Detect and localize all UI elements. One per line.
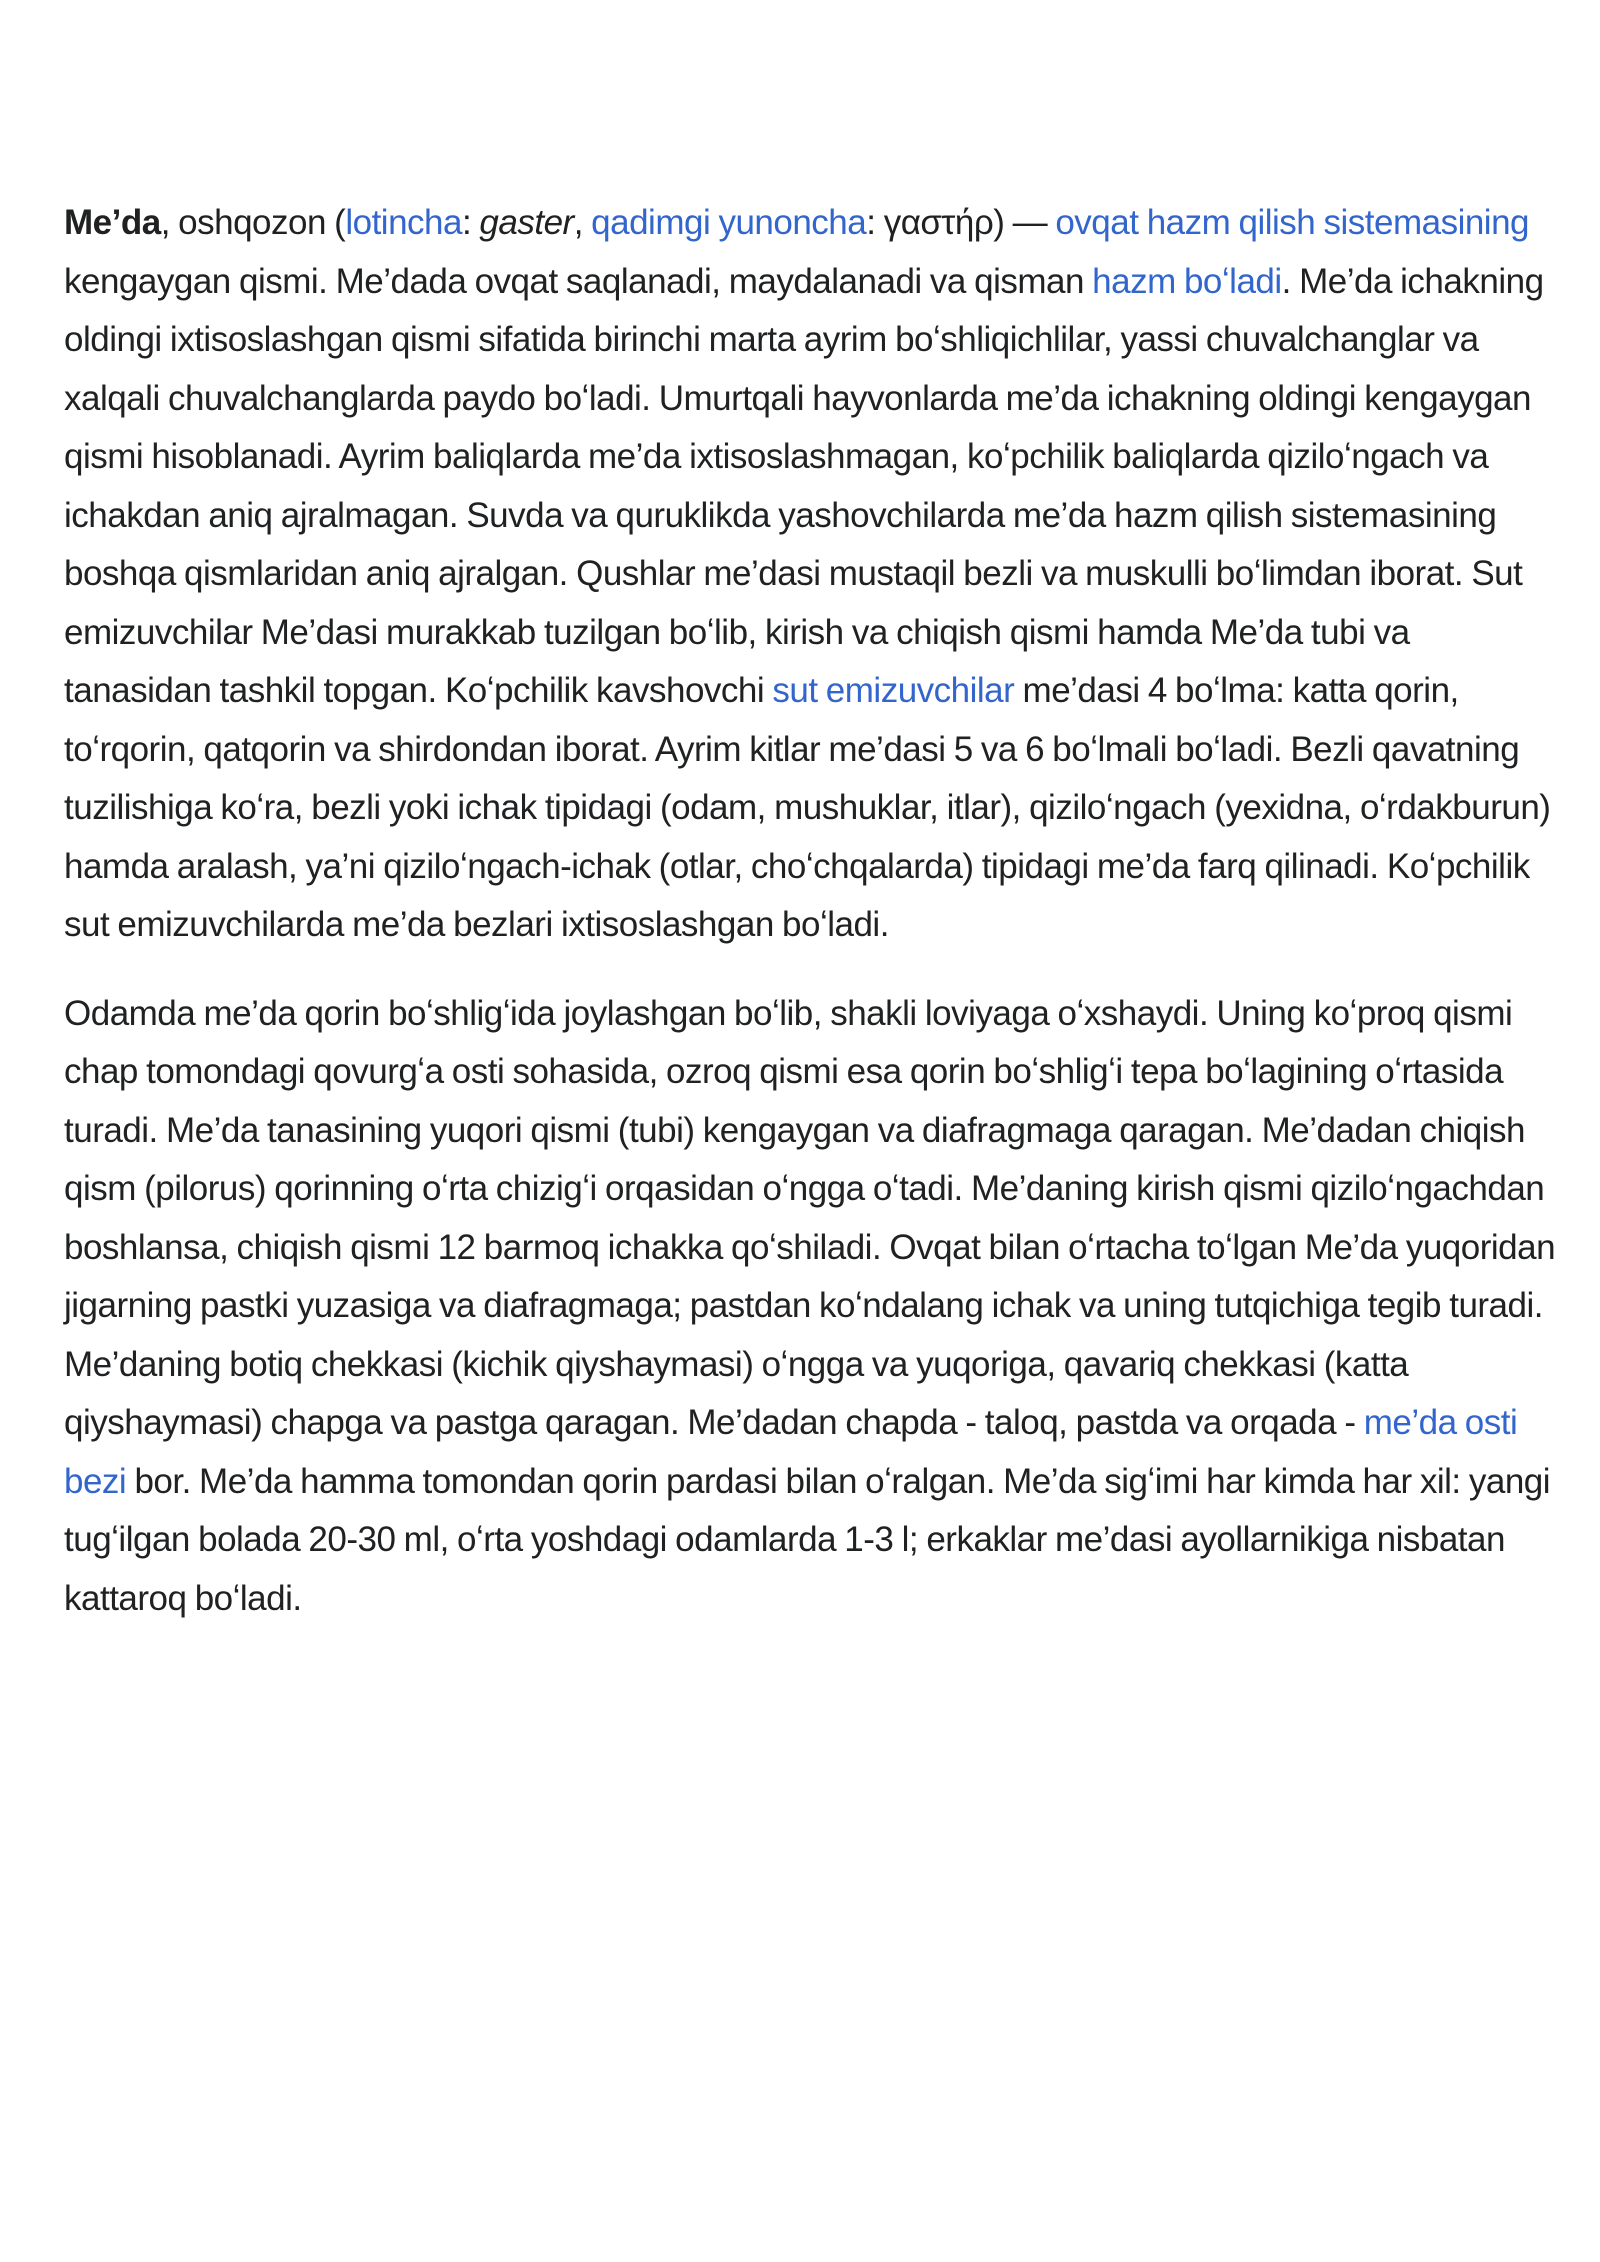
article-term: Me’da bbox=[64, 203, 161, 242]
text-segment: Odamda me’da qorin boʻshligʻida joylashgan boʻlib, shakli loviyaga oʻxshaydi. Uning koʻproq qismi chap tomondagi qovurgʻa osti sohasida, ozroq qismi esa qorin boʻshligʻi tepa boʻlagining oʻrtasida turadi. Me’da tanasining yuqori qismi (tubi) kengaygan va diafragmaga qaragan. Me’dadan chiqish qism (pilorus) qorinning oʻrta chizigʻi orqasidan oʻngga oʻtadi. Me’daning kirish qismi qiziloʻngachdan boshlansa, chiqish qismi 12 barmoq ichakka qoʻshiladi. Ovqat bilan oʻrtacha toʻlgan Me’da yuqoridan jigarning pastki yuzasiga va diafragmaga; pastdan koʻndalang ichak va uning tutqichiga tegib turadi. Me’daning botiq chekkasi (kichik qiyshaymasi) oʻngga va yuqoriga, qavariq chekkasi (katta qiyshaymasi) chapga va pastga qaragan. Me’dadan chapda - taloq, pastda va orqada - bbox=[64, 993, 1556, 1442]
link-sut-emizuvchilar[interactable]: sut emizuvchilar bbox=[772, 671, 1015, 710]
link-ovqat-hazm-qilish-sistemasi[interactable]: ovqat hazm qilish sistemasining bbox=[1055, 203, 1530, 242]
text-segment: me’dasi 4 boʻlma: katta qorin, toʻrqorin, qatqorin va shirdondan iborat. Ayrim kitlar me’dasi 5 va 6 boʻlmali boʻladi. Bezli qavatning tuzilishiga koʻra, bezli yoki ichak tipidagi (odam, mushuklar, itlar), qiziloʻngach (yexidna, oʻrdakburun) hamda aralash, ya’ni qiziloʻngach-ichak (otlar, choʻchqalarda) tipidagi me’da farq qilinadi. Koʻpchilik sut emizuvchilarda me’da bezlari ixtisoslashgan boʻladi. bbox=[64, 671, 1551, 944]
paragraph-2 bbox=[64, 985, 1564, 1629]
link-qadimgi-yunoncha[interactable]: qadimgi yunoncha bbox=[591, 203, 867, 242]
latin-term: gaster bbox=[479, 203, 574, 242]
text-segment: , oshqozon ( bbox=[160, 203, 346, 242]
link-lotincha[interactable]: lotincha bbox=[345, 203, 462, 242]
link-meda-osti-bezi[interactable]: me’da osti bezi bbox=[64, 1403, 1518, 1501]
link-hazm-boladi[interactable]: hazm boʻladi bbox=[1092, 261, 1282, 301]
text-segment: bor. Me’da hamma tomondan qorin pardasi bilan oʻralgan. Me’da sigʻimi har kimda har xil: yangi tugʻilgan bolada 20-30 ml, oʻrta yoshdagi odamlarda 1-3 l; erkaklar me’dasi ayollarnikiga nisbatan kattaroq boʻladi. bbox=[64, 1461, 1551, 1618]
text-segment: : bbox=[461, 203, 480, 242]
text-segment: kengaygan qismi. Me’dada ovqat saqlanadi, maydalanadi va qisman bbox=[64, 261, 1093, 301]
paragraph-1 bbox=[64, 194, 1564, 955]
text-segment: : γαστήρ) — bbox=[866, 203, 1056, 242]
text-segment: . Me’da ichakning oldingi ixtisoslashgan qismi sifatida birinchi marta ayrim boʻshliqichlilar, yassi chuvalchanglar va xalqali chuvalchanglarda paydo boʻladi. Umurtqali hayvonlarda me’da ichakning oldingi kengaygan qismi hisoblanadi. Ayrim baliqlarda me’da ixtisoslashmagan, koʻpchilik baliqlarda qiziloʻngach va ichakdan aniq ajralmagan. Suvda va quruklikda yashovchilarda me’da hazm qilish sistemasining boshqa qismlaridan aniq ajralgan. Qushlar me’dasi mustaqil bezli va muskulli boʻlimdan iborat. Sut emizuvchilar Me’dasi murakkab tuzilgan boʻlib, kirish va chiqish qismi hamda Me’da tubi va tanasidan tashkil topgan. Koʻpchilik kavshovchi bbox=[64, 261, 1544, 710]
article-body bbox=[64, 194, 1564, 1658]
text-segment: , bbox=[573, 203, 592, 242]
